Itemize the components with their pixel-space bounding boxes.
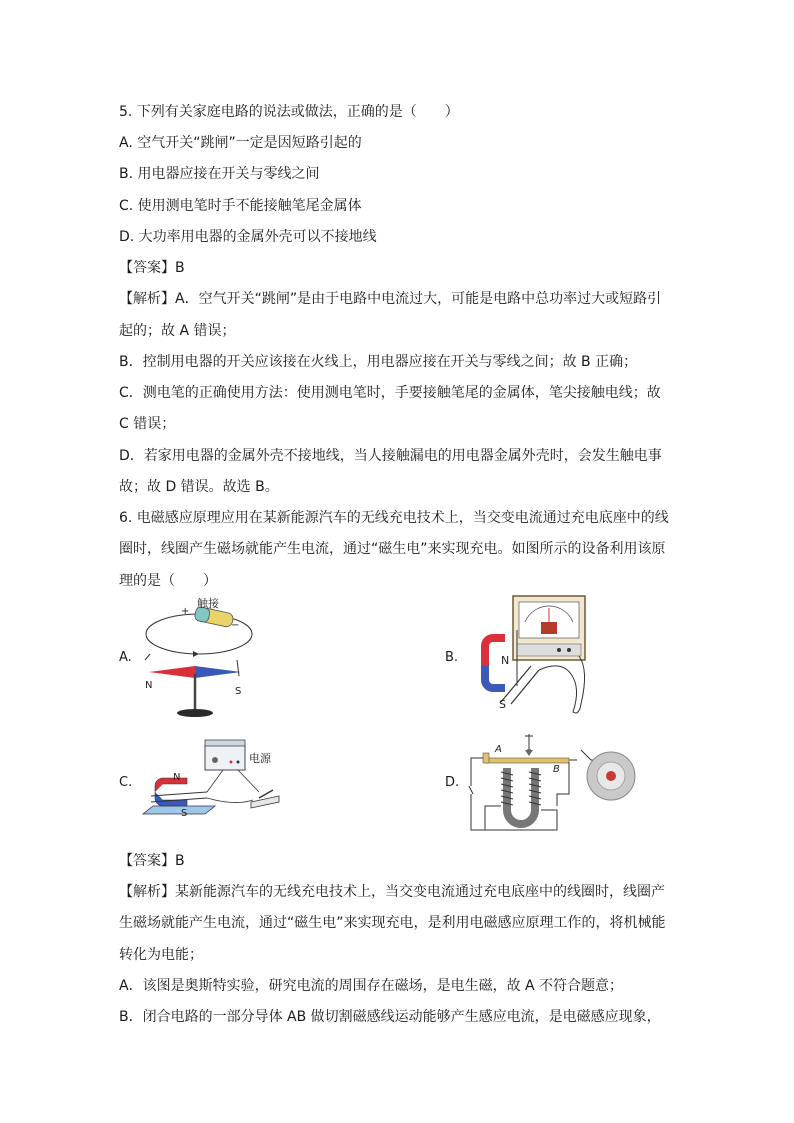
figure-d-electromagnetic-relay: [461, 726, 641, 838]
q5-option-d: D. 大功率用电器的金属外壳可以不接地线: [119, 229, 377, 245]
q6-analysis-line: B．闭合电路的一部分导体 AB 做切割磁感线运动能够产生感应电流，是电磁感应现象，: [119, 1009, 661, 1025]
q6-analysis-line: 【解析】某新能源汽车的无线充电技术上，当交变电流通过充电底座中的线圈时，线圈产: [119, 884, 665, 900]
q5-analysis-line: D．若家用电器的金属外壳不接地线，当人接触漏电的用电器金属外壳时，会发生触电事: [119, 448, 662, 464]
q5-analysis-line: C 错误；: [119, 416, 176, 432]
power-label: 电源: [249, 752, 271, 765]
q5-stem: 5. 下列有关家庭电路的说法或做法，正确的是（ ）: [119, 104, 459, 120]
q6-analysis-line: 生磁场就能产生电流，通过“磁生电”来实现充电，是利用电磁感应原理工作的，将机械能: [119, 915, 666, 931]
magnet-n-label: N: [501, 654, 510, 667]
q6-stem-line: 圈时，线圈产生磁场就能产生电流，通过“磁生电”来实现充电。如图所示的设备利用该原: [119, 541, 666, 557]
minus-sign: −: [231, 620, 240, 631]
figure-a-oersted-experiment: [135, 594, 260, 720]
q6-stem-line: 6. 电磁感应原理应用在某新能源汽车的无线充电技术上，当交变电流通过充电底座中的线: [119, 510, 669, 526]
label-a: A: [495, 744, 502, 755]
q5-analysis-line: C．测电笔的正确使用方法：使用测电笔时，手要接触笔尾的金属体，笔尖接触电线；故: [119, 385, 661, 401]
label-b: B: [553, 764, 560, 775]
needle-n-label: N: [145, 680, 153, 691]
plus-sign: +: [181, 606, 190, 617]
magnet-s-label: S: [499, 698, 506, 711]
q5-analysis-line: B．控制用电器的开关应该接在火线上，用电器应接在开关与零线之间；故 B 正确；: [119, 354, 638, 370]
q6-stem-line: 理的是（ ）: [119, 573, 217, 589]
magnet-n-label: N: [173, 772, 181, 783]
q6-analysis-line: 转化为电能；: [119, 947, 203, 963]
figure-c-motor-principle: [135, 736, 285, 826]
q5-option-c: C. 使用测电笔时手不能接触笔尾金属体: [119, 198, 362, 214]
q5-option-a: A. 空气开关“跳闸”一定是因短路引起的: [119, 135, 362, 151]
figure-a-label: A.: [119, 650, 132, 665]
q5-option-b: B. 用电器应接在开关与零线之间: [119, 166, 320, 182]
q5-answer: 【答案】B: [119, 260, 185, 276]
q5-analysis-line: 起的；故 A 错误；: [119, 323, 236, 339]
figure-b-label: B.: [445, 650, 459, 665]
q6-analysis-line: A．该图是奥斯特实验，研究电流的周围存在磁场，是电生磁，故 A 不符合题意；: [119, 978, 624, 994]
q5-analysis-line: 【解析】A．空气开关“跳闸”是由于电路中电流过大，可能是电路中总功率过大或短路引: [119, 291, 662, 307]
figure-d-label: D.: [445, 775, 460, 790]
q5-analysis-line: 故；故 D 错误。故选 B。: [119, 479, 279, 495]
magnet-s-label: S: [181, 808, 188, 819]
needle-s-label: S: [235, 686, 242, 697]
figure-c-label: C.: [119, 775, 133, 790]
figure-b-electromagnetic-induction: [461, 594, 611, 720]
q6-answer: 【答案】B: [119, 853, 185, 869]
touch-label: 触接: [197, 597, 219, 610]
